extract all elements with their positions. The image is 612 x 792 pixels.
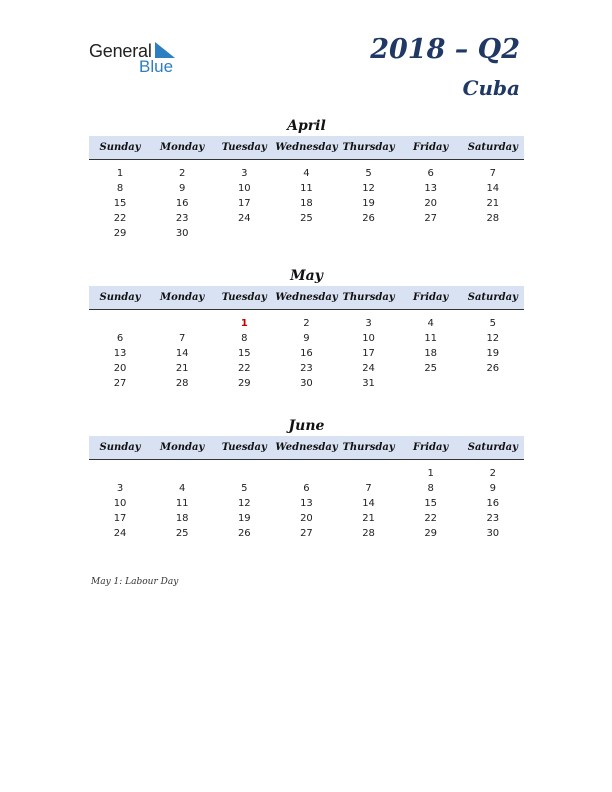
day-cell: 18 [424,348,438,359]
weekday-header-row [89,436,524,460]
weekday-tuesday: Tuesday [221,292,267,303]
day-cell: 8 [116,183,124,194]
day-cell: 21 [175,363,189,374]
day-cell: 17 [237,198,251,209]
day-cell: 16 [175,198,189,209]
day-cell: 27 [424,213,438,224]
day-cell: 19 [237,513,251,524]
day-cell: 24 [113,528,127,539]
day-cell: 7 [179,333,186,344]
day-cell: 26 [362,213,375,224]
week-row [89,466,524,481]
week-row [89,181,524,196]
day-cell: 25 [300,213,313,224]
day-cell: 3 [241,168,248,179]
day-cell: 4 [303,168,310,179]
weekday-tuesday: Tuesday [221,142,267,153]
country-title: Cuba [462,76,520,100]
month-title: May [290,268,323,284]
week-row [89,166,524,181]
day-cell: 23 [175,213,189,224]
page-title: 2018 – Q2 [370,34,520,65]
weekday-thursday: Thursday [342,142,395,153]
day-cell: 28 [486,213,500,224]
day-cell: 3 [365,318,372,329]
week-row [89,331,524,346]
day-cell: 25 [424,363,438,374]
day-cell: 26 [486,363,500,374]
day-cell: 5 [241,483,248,494]
day-cell: 2 [179,168,186,179]
day-cell: 6 [303,483,310,494]
day-cell: 9 [489,483,496,494]
month-june [89,416,524,541]
day-cell: 13 [300,498,313,509]
month-title: April [287,118,326,134]
day-cell: 8 [427,483,434,494]
day-cell: 19 [486,348,500,359]
day-cell: 29 [237,378,251,389]
day-cell: 28 [175,378,189,389]
weekday-sunday: Sunday [99,142,141,153]
day-cell: 19 [362,198,375,209]
day-cell: 21 [486,198,500,209]
month-title: June [288,418,325,434]
day-cell: 5 [489,318,496,329]
weekday-sunday: Sunday [99,442,141,453]
weekday-monday: Monday [160,292,205,303]
weekday-header-row [89,136,524,160]
day-cell: 20 [113,363,127,374]
day-cell: 16 [486,498,500,509]
day-cell: 17 [113,513,127,524]
weekday-thursday: Thursday [342,442,395,453]
holiday-note: May 1: Labour Day [91,577,179,587]
day-cell: 2 [489,468,496,479]
week-row [89,481,524,496]
day-cell: 17 [362,348,375,359]
day-cell: 5 [365,168,372,179]
day-cell: 24 [362,363,375,374]
day-cell: 1 [116,168,124,179]
day-cell: 6 [116,333,124,344]
day-cell: 22 [424,513,438,524]
day-cell: 14 [486,183,500,194]
day-cell: 12 [237,498,251,509]
day-cell: 24 [237,213,251,224]
day-cell: 27 [113,378,127,389]
day-cell: 21 [362,513,375,524]
day-cell: 22 [237,363,251,374]
day-cell: 4 [427,318,434,329]
day-cell: 13 [113,348,127,359]
day-cell: 10 [113,498,127,509]
weekday-wednesday: Wednesday [275,142,338,153]
day-cell: 27 [300,528,313,539]
day-cell: 11 [175,498,189,509]
day-cell: 23 [486,513,500,524]
week-row [89,361,524,376]
month-april [89,116,524,241]
day-cell: 1 [427,468,434,479]
day-cell: 13 [424,183,438,194]
day-cell: 12 [486,333,500,344]
day-cell: 14 [362,498,375,509]
day-cell: 31 [362,378,375,389]
day-cell: 12 [362,183,375,194]
day-cell: 18 [175,513,189,524]
weekday-wednesday: Wednesday [275,442,338,453]
day-cell: 10 [362,333,375,344]
day-cell: 20 [424,198,438,209]
day-cell: 14 [175,348,189,359]
holiday-day-cell: 1 [240,318,248,329]
weekday-saturday: Saturday [467,442,518,453]
day-cell: 15 [424,498,438,509]
day-cell: 15 [113,198,127,209]
month-may [89,266,524,391]
logo [89,41,189,77]
week-row [89,211,524,226]
week-row [89,526,524,541]
day-cell: 9 [179,183,186,194]
weekday-friday: Friday [413,142,449,153]
day-cell: 18 [300,198,313,209]
week-row [89,346,524,361]
day-cell: 30 [175,228,189,239]
day-cell: 9 [303,333,310,344]
day-cell: 4 [179,483,186,494]
day-cell: 23 [300,363,313,374]
weekday-monday: Monday [160,442,205,453]
day-cell: 29 [113,228,127,239]
weekday-header-row [89,286,524,310]
day-cell: 26 [237,528,251,539]
day-cell: 30 [486,528,500,539]
day-cell: 20 [300,513,313,524]
weekday-sunday: Sunday [99,292,141,303]
weekday-thursday: Thursday [342,292,395,303]
weekday-wednesday: Wednesday [275,292,338,303]
day-cell: 10 [237,183,251,194]
day-cell: 8 [241,333,248,344]
day-cell: 11 [424,333,438,344]
day-cell: 28 [362,528,375,539]
week-row [89,226,524,241]
day-cell: 11 [300,183,313,194]
weekday-tuesday: Tuesday [221,442,267,453]
week-row [89,316,524,331]
day-cell: 29 [424,528,438,539]
day-cell: 25 [175,528,189,539]
day-cell: 15 [237,348,251,359]
weekday-friday: Friday [413,442,449,453]
week-row [89,496,524,511]
day-cell: 7 [489,168,496,179]
logo-blue-text: Blue [139,57,174,76]
week-row [89,511,524,526]
week-row [89,376,524,391]
day-cell: 16 [300,348,313,359]
logo-flag-icon [155,42,175,58]
weekday-monday: Monday [160,142,205,153]
week-row [89,196,524,211]
weekday-friday: Friday [413,292,449,303]
weekday-saturday: Saturday [467,292,518,303]
day-cell: 3 [116,483,124,494]
day-cell: 2 [303,318,310,329]
weekday-saturday: Saturday [467,142,518,153]
day-cell: 30 [300,378,313,389]
day-cell: 22 [113,213,127,224]
day-cell: 6 [427,168,434,179]
day-cell: 7 [365,483,372,494]
logo-general-text: General [89,41,152,61]
